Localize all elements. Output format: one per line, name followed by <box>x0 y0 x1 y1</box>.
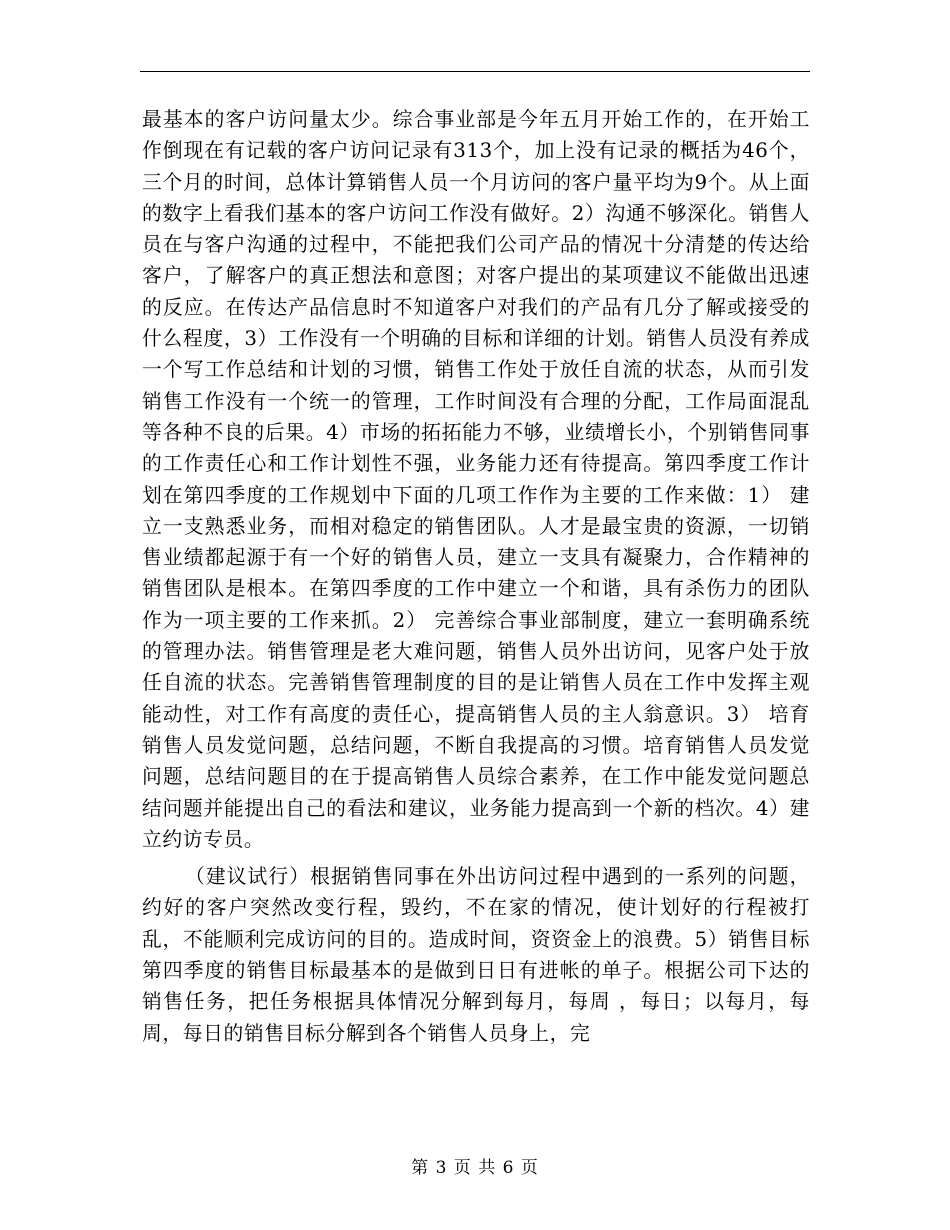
body-paragraph: （建议试行）根据销售同事在外出访问过程中遇到的一系列的问题，约好的客户突然改变行程，毁约，不在家的情况，使计划好的行程被打乱，不能顺利完成访问的目的。造成时间，资资金上的浪费。5）销售目标第四季度的销售目标最基本的是做到日日有进帐的单子。根据公司下达的销售任务，把任务根据具体情况分解到每月，每周 ，每日；以每月，每周，每日的销售目标分解到各个销售人员身上，完 <box>142 865 810 1045</box>
document-body <box>142 104 810 1049</box>
header-rule <box>140 71 810 72</box>
page-number: 第 3 页 共 6 页 <box>411 1158 539 1178</box>
body-paragraph: 最基本的客户访问量太少。综合事业部是今年五月开始工作的，在开始工作倒现在有记载的客户访问记录有313个，加上没有记录的概括为46个，三个月的时间，总体计算销售人员一个月访问的客户量平均为9个。从上面的数字上看我们基本的客户访问工作没有做好。2）沟通不够深化。销售人员在与客户沟通的过程中，不能把我们公司产品的情况十分清楚的传达给客户，了解客户的真正想法和意图；对客户提出的某项建议不能做出迅速的反应。在传达产品信息时不知道客户对我们的产品有几分了解或接受的什么程度，3）工作没有一个明确的目标和详细的计划。销售人员没有养成一个写工作总结和计划的习惯，销售工作处于放任自流的状态，从而引发销售工作没有一个统一的管理，工作时间没有合理的分配，工作局面混乱等各种不良的后果。4）市场的拓拓能力不够，业绩增长小，个别销售同事的工作责任心和工作计划性不强，业务能力还有待提高。第四季度工作计划在第四季度的工作规划中下面的几项工作作为主要的工作来做：1） 建立一支熟悉业务，而相对稳定的销售团队。人才是最宝贵的资源，一切销售业绩都起源于有一个好的销售人员，建立一支具有凝聚力，合作精神的销售团队是根本。在第四季度的工作中建立一个和谐，具有杀伤力的团队作为一项主要的工作来抓。2） 完善综合事业部制度，建立一套明确系统的管理办法。销售管理是老大难问题，销售人员外出访问，见客户处于放任自流的状态。完善销售管理制度的目的是让销售人员在工作中发挥主观能动性，对工作有高度的责任心，提高销售人员的主人翁意识。3） 培育销售人员发觉问题，总结问题，不断自我提高的习惯。培育销售人员发觉问题，总结问题目的在于提高销售人员综合素养，在工作中能发觉问题总结问题并能提出自己的看法和建议，业务能力提高到一个新的档次。4）建立约访专员。 <box>142 108 810 851</box>
